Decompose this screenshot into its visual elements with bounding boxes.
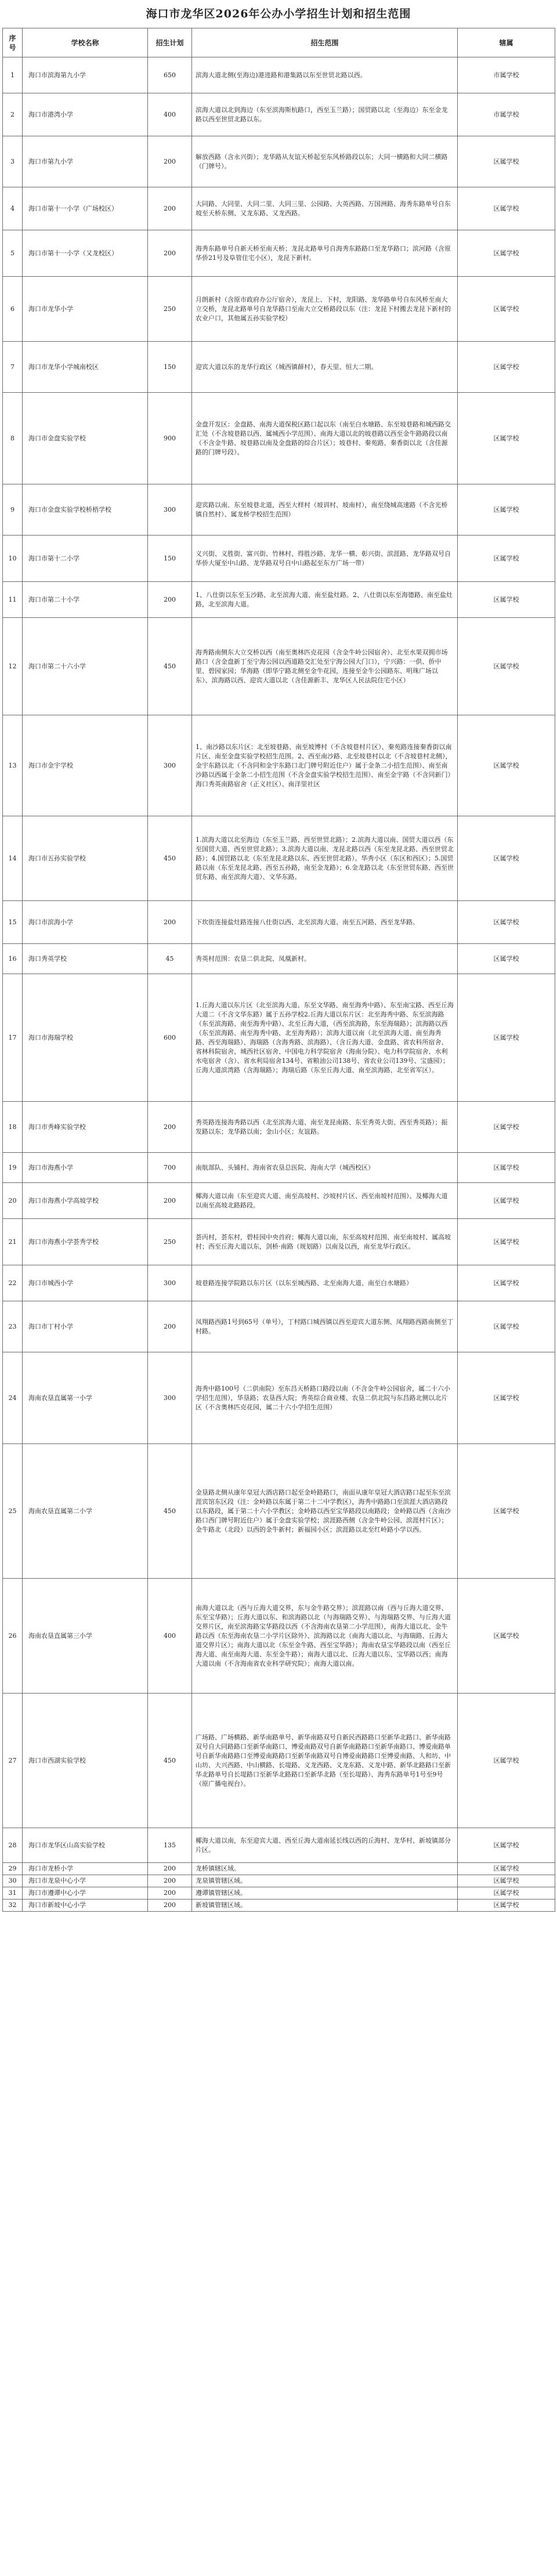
jurisdiction: 区属学校	[458, 1153, 555, 1183]
jurisdiction: 区属学校	[458, 944, 555, 974]
header-enrollment-count: 招生计划	[148, 28, 192, 57]
school-name: 海口市龙华小学	[23, 277, 148, 342]
enrollment-count: 600	[148, 974, 192, 1102]
enrollment-range: 海秀路南侧东大立交桥以西（南至奥林匹克花园（含金牛岭公园宿舍）、北至水果双拥市场路口（含金盘新丁至宁海公园以西道路交汇处至宁海公园大门口），宁兴路：一供、侨中里、碧园家园；华海路（即华宁路北侧至金牛花园，连接至金牛公园路东、明珠广场以东）、滨海路以西、迎宾大道以北（含佳源新丰、龙华区人民法院住宅小区）	[192, 618, 458, 715]
enrollment-count: 200	[148, 1900, 192, 1912]
enrollment-count: 200	[148, 136, 192, 187]
school-name: 海口市金盘实验学校桥梧学校	[23, 484, 148, 536]
jurisdiction: 区属学校	[458, 1875, 555, 1887]
header-no: 序号	[3, 28, 23, 57]
enrollment-count: 150	[148, 342, 192, 393]
enrollment-range: 1.滨海大道以北至海边（东至玉兰路、西至世贸北路）；2.滨海大道以南、国贸大道以西（东至国贸大道、西至世贸北路）；3.滨海大道以南、龙昆北路以西（东至龙昆北路、西至世贸北路）；4.国贸路以北（东至龙昆北路以东、西至世贸北路）。华秀小区（东区和西区）；5.国贸路以南（东至龙昆北路、西至五孙路，南至金龙路）；6.金龙路以北（东至世贸东路、西至世贸东路、南至滨海大道）、文华东路。	[192, 816, 458, 901]
enrollment-count: 300	[148, 1352, 192, 1444]
enrollment-count: 450	[148, 618, 192, 715]
row-number: 2	[3, 93, 23, 136]
row-number: 28	[3, 1828, 23, 1863]
school-name: 海口市第十二小学	[23, 536, 148, 582]
row-number: 25	[3, 1444, 23, 1579]
school-name: 海口市秀峰实验学校	[23, 1102, 148, 1153]
jurisdiction: 区属学校	[458, 230, 555, 277]
row-number: 5	[3, 230, 23, 277]
jurisdiction: 市属学校	[458, 93, 555, 136]
header-jurisdiction: 辖属	[458, 28, 555, 57]
row-number: 15	[3, 901, 23, 944]
enrollment-count: 250	[148, 1219, 192, 1265]
row-number: 23	[3, 1301, 23, 1352]
enrollment-range: 秀英村范围：农垦二供北院、凤凰新村。	[192, 944, 458, 974]
enrollment-count: 450	[148, 1444, 192, 1579]
enrollment-count: 300	[148, 715, 192, 816]
enrollment-count: 200	[148, 1102, 192, 1153]
jurisdiction: 区属学校	[458, 393, 555, 484]
enrollment-range: 金垦路北侧从康年皇冠大酒店路口起至金岭路路口，南面从康年皇冠大酒店路口起至东至滨涯宾馆东区段（注：金岭路以东属于第二十二中学教区），海秀中路路口至滨涯大酒店路段以东路段，属于第二十六小学教区；金岭路以西至宝华路段以南路段；金岭路以西（含南沙路口西门牌号附近住户）属于金盘实验学校；滨涯路西侧（含金牛岭公园、滨涯村片区）；金牛路北（北段）以西的金牛新村；新福园小区；滨涯路以北至红岭路小学以西。	[192, 1444, 458, 1579]
row-number: 11	[3, 582, 23, 618]
enrollment-count: 200	[148, 1875, 192, 1887]
table-row	[3, 1694, 555, 1828]
row-number: 3	[3, 136, 23, 187]
jurisdiction: 区属学校	[458, 816, 555, 901]
school-name: 海口市海燕小学荟秀学校	[23, 1219, 148, 1265]
table-row	[3, 1102, 555, 1153]
table-row	[3, 1265, 555, 1301]
table-row	[3, 1444, 555, 1579]
school-name: 海口市城西小学	[23, 1265, 148, 1301]
table-row	[3, 715, 555, 816]
table-row	[3, 93, 555, 136]
enrollment-range: 迎宾大道以东的龙华行政区（城西镇薛村），春天里、恒大二期。	[192, 342, 458, 393]
row-number: 14	[3, 816, 23, 901]
jurisdiction: 区属学校	[458, 1444, 555, 1579]
table-row	[3, 1153, 555, 1183]
enrollment-table	[2, 28, 555, 1912]
jurisdiction: 区属学校	[458, 277, 555, 342]
school-name: 海口市第十一小学（又龙校区）	[23, 230, 148, 277]
jurisdiction: 区属学校	[458, 1183, 555, 1219]
enrollment-range: 1、南沙路以东片区：北至坡巷路、南至坡博村（不含坡巷村片区）、秦苑路连接秦香街以南片区、南至金盘实验学校招生范围。2、西至南沙路、北至坡巷村以北（不含坡巷村北侧），金宇东路以北（不含同和金宇东路口北门牌号附近住户）属于金条二小招生范围）、南至南沙路以西属于金条二小招生范围（不含金盘实验学校招生范围）、南至金宇路（不含同新门）海口秀英南路宿舍（正义社区）、南洋里社区	[192, 715, 458, 816]
school-name: 海口市新坡中心小学	[23, 1900, 148, 1912]
table-row	[3, 57, 555, 93]
jurisdiction: 区属学校	[458, 342, 555, 393]
enrollment-range: 龙泉镇管辖区域。	[192, 1875, 458, 1887]
table-body	[3, 57, 555, 1912]
enrollment-count: 200	[148, 901, 192, 944]
row-number: 21	[3, 1219, 23, 1265]
enrollment-count: 450	[148, 816, 192, 901]
jurisdiction: 区属学校	[458, 1887, 555, 1900]
table-row	[3, 582, 555, 618]
jurisdiction: 区属学校	[458, 136, 555, 187]
enrollment-count: 300	[148, 1265, 192, 1301]
row-number: 12	[3, 618, 23, 715]
row-number: 7	[3, 342, 23, 393]
header-school-name: 学校名称	[23, 28, 148, 57]
school-name: 海口市第十一小学（广场校区）	[23, 187, 148, 230]
enrollment-range: 坡巷路连接学院路以东片区（以东至城西路、北至南海大道、南至白水塘路）	[192, 1265, 458, 1301]
enrollment-count: 200	[148, 1863, 192, 1875]
jurisdiction: 区属学校	[458, 1301, 555, 1352]
enrollment-count: 135	[148, 1828, 192, 1863]
enrollment-range: 新坡镇管辖区域。	[192, 1900, 458, 1912]
school-name: 海南农垦直属第一小学	[23, 1352, 148, 1444]
jurisdiction: 区属学校	[458, 974, 555, 1102]
jurisdiction: 区属学校	[458, 1102, 555, 1153]
enrollment-count: 200	[148, 1183, 192, 1219]
table-row	[3, 1863, 555, 1875]
table-row	[3, 1828, 555, 1863]
table-row	[3, 277, 555, 342]
enrollment-count: 200	[148, 1301, 192, 1352]
school-name: 海口市第二十小学	[23, 582, 148, 618]
enrollment-range: 椰海大道以南，东至迎宾大道、西至丘海大道南延长线以西的丘海村、龙华村、新坡镇部分片区。	[192, 1828, 458, 1863]
enrollment-count: 650	[148, 57, 192, 93]
jurisdiction: 区属学校	[458, 1828, 555, 1863]
school-name: 海口市第九小学	[23, 136, 148, 187]
row-number: 17	[3, 974, 23, 1102]
jurisdiction: 区属学校	[458, 1900, 555, 1912]
enrollment-range: 荟丙村，荟东村，碧桂园中央首府；椰海大道以南，东至高坡村范围、南至南坡村、属高坡村；西至丘海大道以东，剑桥·南路（规划路）以南及以西，南至龙华行政区。	[192, 1219, 458, 1265]
school-name: 海南农垦直属第三小学	[23, 1579, 148, 1694]
enrollment-range: 龙桥镇辖区域。	[192, 1863, 458, 1875]
enrollment-range: 滨海大道以北到海边（东至滨海斯杭路口，西至玉兰路）；国贸路以北（至海边）东至金龙路以西至世贸北路以东。	[192, 93, 458, 136]
row-number: 30	[3, 1875, 23, 1887]
school-name: 海口市海燕小学	[23, 1153, 148, 1183]
table-row	[3, 1219, 555, 1265]
row-number: 24	[3, 1352, 23, 1444]
school-name: 海口市港湾小学	[23, 93, 148, 136]
table-row	[3, 484, 555, 536]
table-row	[3, 230, 555, 277]
school-name: 海口市遵谭中心小学	[23, 1887, 148, 1900]
jurisdiction: 区属学校	[458, 1352, 555, 1444]
school-name: 海口市海瑞学校	[23, 974, 148, 1102]
school-name: 海口市第二十六小学	[23, 618, 148, 715]
enrollment-range: 广场路、广场横路、新华南路单号、新华南路双号自新民西路路口至新华北路口、新华南路双号自大同路路口至新华南路口、博爱南路双号自新华南路路口至新华南路口、博爱南路单号自新华南路路口至博爱南路路口至新华南路双号自博爱南路路口至博爱南路、人和坊、中山坊、大兴西路、中山横路、长堤路、义龙西路、义龙东路、义龙中路、新华北路路口至新华北路单号自长堤路口至新华北路路口至新华北路（至长堤路）、海秀东路单号1号至9号（原广播电视台）。	[192, 1694, 458, 1828]
enrollment-range: 义兴街、义胜街、富兴街、竹林村、得胜沙路、龙华一横、彰兴街、滨涯路、龙华路双号自华侨大厦至中山路、龙华路双号自中山路起至东方广场一带）	[192, 536, 458, 582]
table-row	[3, 136, 555, 187]
jurisdiction: 市属学校	[458, 57, 555, 93]
school-name: 海口市海燕小学高坡学校	[23, 1183, 148, 1219]
enrollment-range: 1.丘海大道以东片区（北至滨海大道、东至文华路、南至海秀中路）、东至南宝路、西至丘海大道二（不含文华东路）属于五孙学校2.丘海大道以东片区：北至海秀中路、东至滨海路（东至滨海路、南至海秀中路）、北至丘海大道，（西至滨海路，东至海瑞路）；滨海路以西（东至滨海路、南至海秀中路、北至海秀路）；滨海大道以南（北至滨海大道、南至海秀路、西至海瑞路）、海瑞路（含海秀路、滨海路）、（含丘海大道、金盘路、省农科所宿舍、省林科院宿舍、城西社区宿舍、中国电力科学院宿舍（海南分院）、电力科学院宿舍、水利水电宿舍（含）、省水利局宿舍134号、省粮油公司138号、省农业公司139号、宝盛园）；丘海大道滨湾路（含海瑞路）；海瑞后路（东至丘海大道、南至滨海路、北至省军区）。	[192, 974, 458, 1102]
row-number: 22	[3, 1265, 23, 1301]
enrollment-count: 200	[148, 582, 192, 618]
jurisdiction: 区属学校	[458, 187, 555, 230]
row-number: 4	[3, 187, 23, 230]
table-row	[3, 536, 555, 582]
enrollment-range: 滨海大道北侧(至海边)港进路和港集路以东至世贸北路以西。	[192, 57, 458, 93]
enrollment-count: 400	[148, 93, 192, 136]
table-row	[3, 342, 555, 393]
enrollment-count: 250	[148, 277, 192, 342]
enrollment-range: 下坎街连接盐灶路连接八仕街以西、北至滨海大道、南至五河路、西至龙华路。	[192, 901, 458, 944]
row-number: 19	[3, 1153, 23, 1183]
row-number: 6	[3, 277, 23, 342]
table-row	[3, 1183, 555, 1219]
jurisdiction: 区属学校	[458, 536, 555, 582]
jurisdiction: 区属学校	[458, 1219, 555, 1265]
enrollment-range: 南海大道以北（西与丘海大道交界，东与金牛路交界）；滨涯路以南（西与丘海大道交界、东至宝华路）；丘海大道以东、和滨海路以北（与海瑞路交界）、与海瑞路交界、与丘海大道交界片区，南至滨海路宝华路段以西（不含海南农垦第二小学范围），南海大道以北、金牛路以西（东至海南农垦二小学片区除外）、滨海路以北（南海大道以北、与海瑞路、丘海大道交界片区）；南海大道以北（东至金牛路、西至宝华路）；海南农垦宝华路段以南（西至丘海大道、南至南海大道、东至金牛路）；南海大道以北、丘海大道以东、宝华路以西；南海大道以南（不含海南省农业科学研究院）；南海大道以南。	[192, 1579, 458, 1694]
jurisdiction: 区属学校	[458, 1694, 555, 1828]
school-name: 海口市滨海第九小学	[23, 57, 148, 93]
enrollment-count: 200	[148, 187, 192, 230]
row-number: 29	[3, 1863, 23, 1875]
row-number: 26	[3, 1579, 23, 1694]
table-row	[3, 393, 555, 484]
jurisdiction: 区属学校	[458, 582, 555, 618]
school-name: 海口市龙华区山高实验学校	[23, 1828, 148, 1863]
table-row	[3, 816, 555, 901]
jurisdiction: 区属学校	[458, 901, 555, 944]
enrollment-count: 200	[148, 230, 192, 277]
header-enrollment-range: 招生范围	[192, 28, 458, 57]
enrollment-range: 凤翔路西路1号到65号（单号），丁村路口城西镇以西至迎宾大道东侧、凤翔路西路南侧至丁村路。	[192, 1301, 458, 1352]
enrollment-range: 月朗新村（含原市政府办公厅宿舍），龙昆上、下村，龙阳路、龙华路单号自东风桥至南大立交桥，龙昆北路单号自龙华路口至南大立交桥路段以东（注：龙昆下村搬去龙昆下新村的农业户口，其他属五孙实验学校）	[192, 277, 458, 342]
jurisdiction: 区属学校	[458, 1265, 555, 1301]
school-name: 海口市龙桥小学	[23, 1863, 148, 1875]
table-header-row	[3, 28, 555, 57]
table-row	[3, 1875, 555, 1887]
enrollment-range: 海秀东路单号自新天桥至南天桥；龙昆北路单号自海秀东路路口至龙华路口；滨河路（含原华侨21号及阜管住宅小区），龙昆下新村。	[192, 230, 458, 277]
table-row	[3, 944, 555, 974]
school-name: 海口秀英学校	[23, 944, 148, 974]
enrollment-range: 海秀中路100号（二供南院）至东昌天桥路口路段以南（不含金牛岭公园宿舍，属二十六小学招生范围），华垦路；农垦西大院；秀英综合商业楼、农垦二供北院与东昌路北侧以北片区（不含奥林匹克花园，属二十六小学招生范围）	[192, 1352, 458, 1444]
enrollment-range: 解放西路（含永兴街）；龙华路从友谊天桥起至东风桥路段以东；大同一横路和大同二横路（门牌号）。	[192, 136, 458, 187]
jurisdiction: 区属学校	[458, 484, 555, 536]
enrollment-count: 700	[148, 1153, 192, 1183]
enrollment-count: 450	[148, 1694, 192, 1828]
enrollment-range: 迎宾路以南、东至坡巷北道，西至大样村（坡训村、坡南村），南至绕城高速路（不含光桥镇自然村）、属龙桥学校招生范围）	[192, 484, 458, 536]
table-row	[3, 1887, 555, 1900]
school-name: 海南农垦直属第二小学	[23, 1444, 148, 1579]
enrollment-range: 大同路、大同里、大同二里、大同三里、公园路、大英西路、万国洲路、海秀东路单号自东坡至天桥东侧、又龙东路、又龙西路。	[192, 187, 458, 230]
table-row	[3, 974, 555, 1102]
row-number: 9	[3, 484, 23, 536]
school-name: 海口市滨海小学	[23, 901, 148, 944]
row-number: 18	[3, 1102, 23, 1153]
school-name: 海口市五孙实验学校	[23, 816, 148, 901]
enrollment-range: 金盘开发区：金盘路、南海大道保税区路口起以东（南至白水塘路、东至坡巷路和城西路交汇处（不含坡巷路以西、属城西小学范围）、南海大道以北的坡巷路以西至金牛路路段以南（不含金牛路、坡巷路以南及金盘路的综合片区）；坡巷村、秦苑路、秦香街以北（含佳源路的门牌号段）。	[192, 393, 458, 484]
jurisdiction: 区属学校	[458, 715, 555, 816]
enrollment-range: 南航部队、头铺村、海南省农垦总医院、海南大学（城西校区）	[192, 1153, 458, 1183]
table-row	[3, 618, 555, 715]
row-number: 1	[3, 57, 23, 93]
table-row	[3, 901, 555, 944]
row-number: 10	[3, 536, 23, 582]
enrollment-range: 遵谭镇管辖区域。	[192, 1887, 458, 1900]
enrollment-range: 秀英路连接海秀路以西（北至滨海大道、南至龙昆南路、东至秀英大街、西至秀英路）；振发路以东；龙华路以南；金山小区；友谊路。	[192, 1102, 458, 1153]
row-number: 13	[3, 715, 23, 816]
row-number: 20	[3, 1183, 23, 1219]
document-title: 海口市龙华区2026年公办小学招生计划和招生范围	[146, 8, 411, 20]
enrollment-count: 150	[148, 536, 192, 582]
school-name: 海口市丁村小学	[23, 1301, 148, 1352]
school-name: 海口市龙华小学城南校区	[23, 342, 148, 393]
school-name: 海口市金宇学校	[23, 715, 148, 816]
enrollment-count: 900	[148, 393, 192, 484]
jurisdiction: 区属学校	[458, 1863, 555, 1875]
enrollment-count: 400	[148, 1579, 192, 1694]
table-row	[3, 1579, 555, 1694]
enrollment-range: 1、八仕街以东至玉沙路、北至滨海大道、南至盐灶路。2、八仕街以东至海德路、南至盐灶路，北至滨海大道。	[192, 582, 458, 618]
row-number: 31	[3, 1887, 23, 1900]
school-name: 海口市西湖实验学校	[23, 1694, 148, 1828]
jurisdiction: 区属学校	[458, 618, 555, 715]
enrollment-count: 45	[148, 944, 192, 974]
school-name: 海口市龙泉中心小学	[23, 1875, 148, 1887]
table-row	[3, 1301, 555, 1352]
row-number: 32	[3, 1900, 23, 1912]
jurisdiction: 区属学校	[458, 1579, 555, 1694]
row-number: 8	[3, 393, 23, 484]
enrollment-range: 椰海大道以南（东至迎宾大道、南至高坡村、沙坡村片区、西至南坡村范围）、及椰海大道以南至高坡北路路段。	[192, 1183, 458, 1219]
row-number: 16	[3, 944, 23, 974]
table-row	[3, 187, 555, 230]
table-row	[3, 1900, 555, 1912]
enrollment-count: 200	[148, 1887, 192, 1900]
row-number: 27	[3, 1694, 23, 1828]
table-row	[3, 1352, 555, 1444]
school-name: 海口市金盘实验学校	[23, 393, 148, 484]
enrollment-count: 300	[148, 484, 192, 536]
